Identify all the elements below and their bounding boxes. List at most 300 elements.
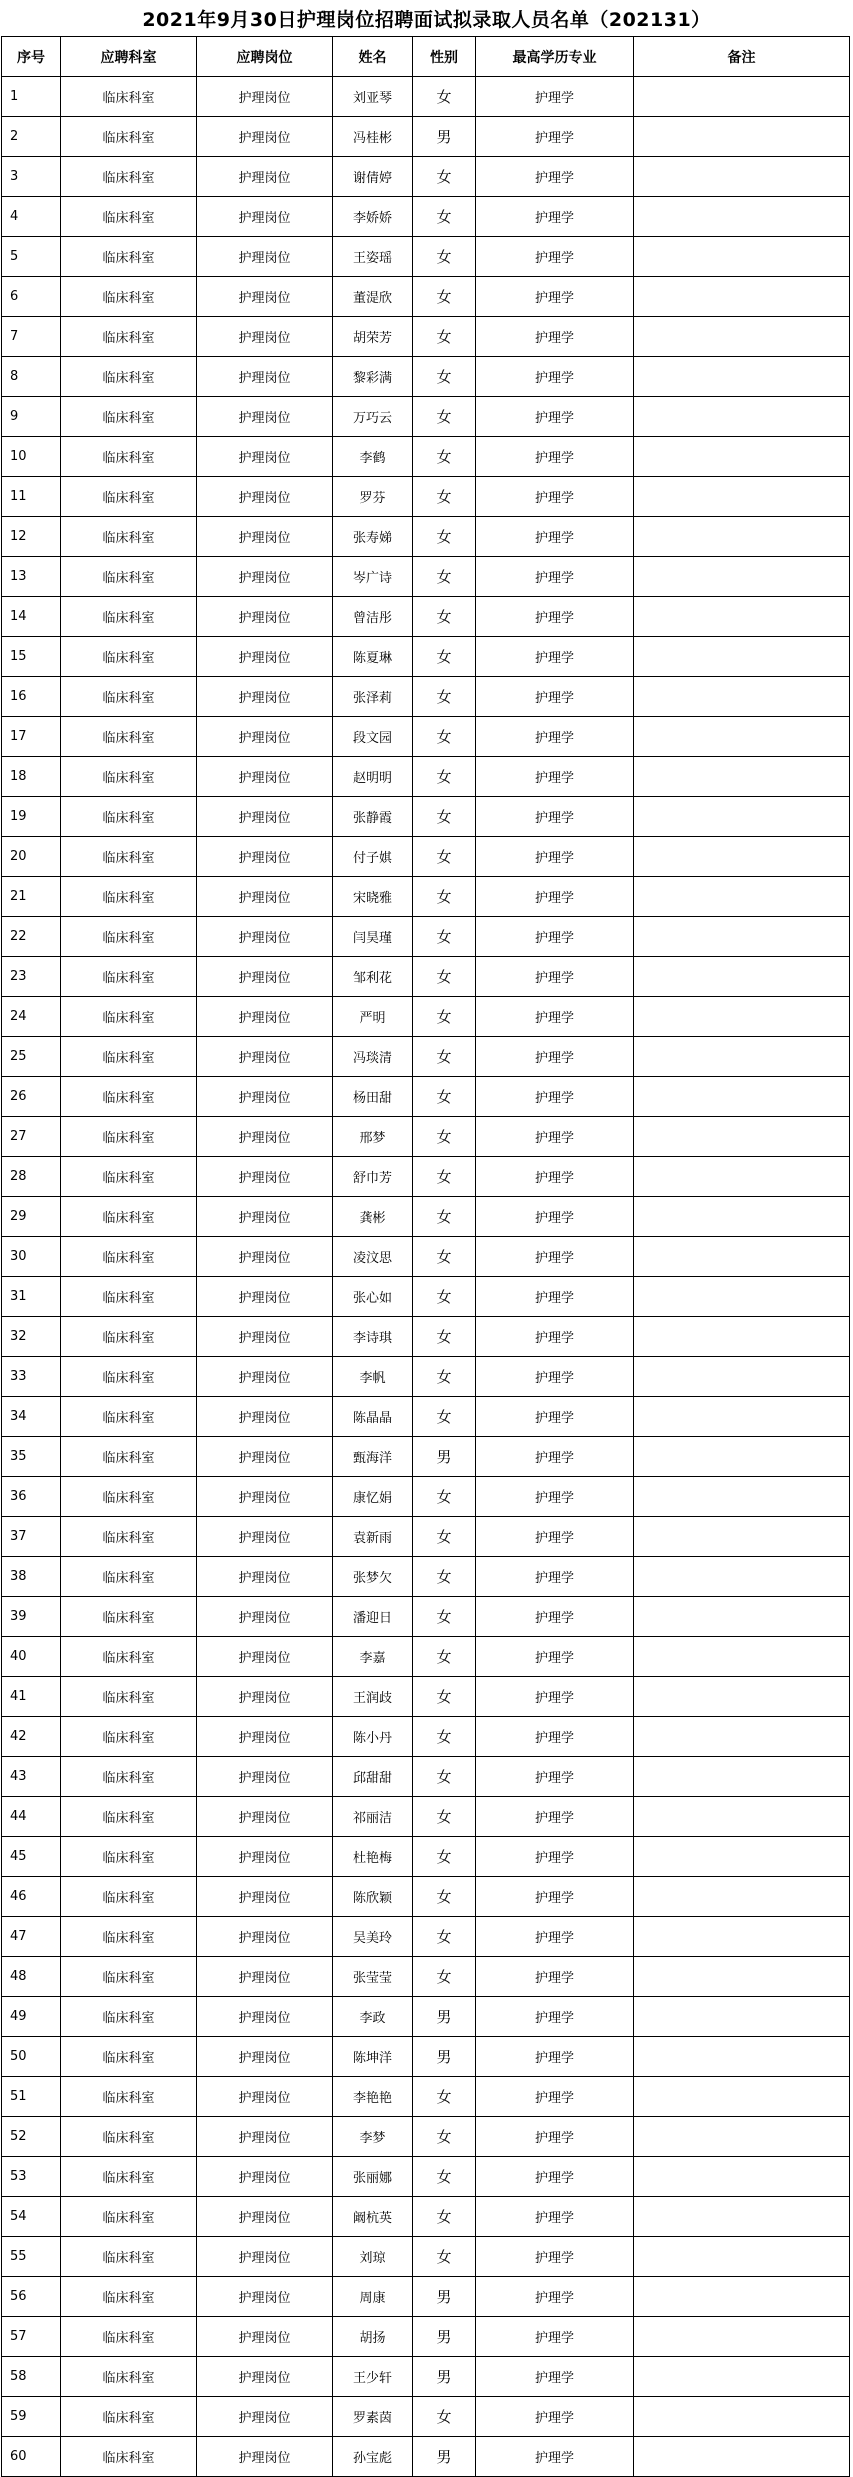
cell-name: 祁丽洁 (333, 1797, 413, 1837)
cell-dept: 临床科室 (61, 797, 197, 837)
table-row (2, 197, 850, 237)
cell-post: 护理岗位 (197, 2157, 333, 2197)
cell-dept: 临床科室 (61, 1517, 197, 1557)
table-row (2, 2237, 850, 2277)
cell-name: 陈欣颖 (333, 1877, 413, 1917)
cell-post: 护理岗位 (197, 1237, 333, 1277)
cell-major: 护理学 (476, 1997, 634, 2037)
table-row (2, 1877, 850, 1917)
cell-note (634, 1597, 850, 1637)
cell-dept: 临床科室 (61, 1437, 197, 1477)
cell-name: 凌汶思 (333, 1237, 413, 1277)
cell-major: 护理学 (476, 2117, 634, 2157)
cell-name: 张丽娜 (333, 2157, 413, 2197)
cell-note (634, 1637, 850, 1677)
cell-post: 护理岗位 (197, 1797, 333, 1837)
cell-no: 51 (2, 2077, 61, 2117)
cell-sex: 女 (413, 157, 476, 197)
cell-dept: 临床科室 (61, 2397, 197, 2437)
header-row (2, 37, 850, 77)
table-row (2, 157, 850, 197)
table-row (2, 837, 850, 877)
cell-dept: 临床科室 (61, 2437, 197, 2477)
cell-dept: 临床科室 (61, 917, 197, 957)
cell-sex: 女 (413, 917, 476, 957)
cell-dept: 临床科室 (61, 877, 197, 917)
cell-post: 护理岗位 (197, 1477, 333, 1517)
cell-dept: 临床科室 (61, 1277, 197, 1317)
cell-post: 护理岗位 (197, 1957, 333, 1997)
cell-post: 护理岗位 (197, 1157, 333, 1197)
cell-note (634, 2037, 850, 2077)
cell-major: 护理学 (476, 637, 634, 677)
cell-name: 王少轩 (333, 2357, 413, 2397)
cell-post: 护理岗位 (197, 1997, 333, 2037)
cell-no: 44 (2, 1797, 61, 1837)
table-row (2, 1797, 850, 1837)
cell-sex: 男 (413, 2357, 476, 2397)
cell-no: 22 (2, 917, 61, 957)
cell-name: 黎彩满 (333, 357, 413, 397)
table-row (2, 917, 850, 957)
cell-post: 护理岗位 (197, 1717, 333, 1757)
cell-major: 护理学 (476, 1477, 634, 1517)
table-row (2, 1197, 850, 1237)
cell-sex: 男 (413, 1437, 476, 1477)
cell-dept: 临床科室 (61, 1837, 197, 1877)
cell-major: 护理学 (476, 277, 634, 317)
cell-dept: 临床科室 (61, 357, 197, 397)
cell-note (634, 277, 850, 317)
table-row (2, 1517, 850, 1557)
cell-dept: 临床科室 (61, 1637, 197, 1677)
cell-dept: 临床科室 (61, 837, 197, 877)
cell-sex: 女 (413, 717, 476, 757)
cell-note (634, 957, 850, 997)
cell-sex: 女 (413, 277, 476, 317)
cell-post: 护理岗位 (197, 1557, 333, 1597)
cell-major: 护理学 (476, 2437, 634, 2477)
cell-post: 护理岗位 (197, 1517, 333, 1557)
cell-sex: 女 (413, 1877, 476, 1917)
cell-sex: 女 (413, 397, 476, 437)
cell-post: 护理岗位 (197, 877, 333, 917)
table-row (2, 517, 850, 557)
cell-name: 邱甜甜 (333, 1757, 413, 1797)
cell-note (634, 877, 850, 917)
cell-note (634, 2317, 850, 2357)
cell-note (634, 157, 850, 197)
cell-no: 1 (2, 77, 61, 117)
cell-name: 陈晶晶 (333, 1397, 413, 1437)
cell-note (634, 2357, 850, 2397)
cell-major: 护理学 (476, 1317, 634, 1357)
cell-note (634, 397, 850, 437)
cell-name: 付子娸 (333, 837, 413, 877)
cell-major: 护理学 (476, 1157, 634, 1197)
cell-post: 护理岗位 (197, 757, 333, 797)
cell-name: 张心如 (333, 1277, 413, 1317)
cell-no: 13 (2, 557, 61, 597)
cell-sex: 女 (413, 1237, 476, 1277)
cell-note (634, 1477, 850, 1517)
cell-dept: 临床科室 (61, 2237, 197, 2277)
cell-name: 严明 (333, 997, 413, 1037)
cell-no: 49 (2, 1997, 61, 2037)
cell-dept: 临床科室 (61, 2037, 197, 2077)
cell-name: 张静霞 (333, 797, 413, 837)
cell-major: 护理学 (476, 157, 634, 197)
cell-note (634, 1517, 850, 1557)
table-row (2, 637, 850, 677)
table-row (2, 677, 850, 717)
cell-name: 甄海洋 (333, 1437, 413, 1477)
cell-no: 15 (2, 637, 61, 677)
cell-note (634, 1757, 850, 1797)
cell-no: 32 (2, 1317, 61, 1357)
cell-sex: 女 (413, 997, 476, 1037)
table-row (2, 2397, 850, 2437)
table-row (2, 117, 850, 157)
cell-note (634, 1157, 850, 1197)
cell-no: 2 (2, 117, 61, 157)
cell-note (634, 1237, 850, 1277)
cell-dept: 临床科室 (61, 477, 197, 517)
cell-post: 护理岗位 (197, 1197, 333, 1237)
cell-name: 阚杭英 (333, 2197, 413, 2237)
cell-note (634, 1997, 850, 2037)
cell-sex: 女 (413, 1757, 476, 1797)
cell-dept: 临床科室 (61, 2197, 197, 2237)
cell-note (634, 2117, 850, 2157)
cell-major: 护理学 (476, 437, 634, 477)
cell-sex: 男 (413, 2277, 476, 2317)
cell-sex: 女 (413, 237, 476, 277)
cell-name: 邹利花 (333, 957, 413, 997)
cell-no: 56 (2, 2277, 61, 2317)
table-row (2, 1277, 850, 1317)
cell-no: 50 (2, 2037, 61, 2077)
cell-no: 54 (2, 2197, 61, 2237)
table-row (2, 1117, 850, 1157)
cell-post: 护理岗位 (197, 797, 333, 837)
cell-major: 护理学 (476, 1437, 634, 1477)
cell-post: 护理岗位 (197, 557, 333, 597)
cell-post: 护理岗位 (197, 2077, 333, 2117)
cell-sex: 女 (413, 1477, 476, 1517)
cell-name: 邢梦 (333, 1117, 413, 1157)
cell-major: 护理学 (476, 1797, 634, 1837)
cell-sex: 女 (413, 1677, 476, 1717)
cell-dept: 临床科室 (61, 677, 197, 717)
cell-note (634, 997, 850, 1037)
cell-sex: 女 (413, 677, 476, 717)
cell-no: 48 (2, 1957, 61, 1997)
cell-sex: 女 (413, 1317, 476, 1357)
cell-major: 护理学 (476, 757, 634, 797)
cell-post: 护理岗位 (197, 837, 333, 877)
cell-no: 38 (2, 1557, 61, 1597)
table-row (2, 1557, 850, 1597)
cell-note (634, 2077, 850, 2117)
cell-major: 护理学 (476, 1957, 634, 1997)
cell-name: 陈小丹 (333, 1717, 413, 1757)
cell-post: 护理岗位 (197, 117, 333, 157)
cell-dept: 临床科室 (61, 517, 197, 557)
cell-note (634, 637, 850, 677)
cell-post: 护理岗位 (197, 1877, 333, 1917)
cell-no: 23 (2, 957, 61, 997)
header-no: 序号 (2, 37, 61, 77)
cell-no: 11 (2, 477, 61, 517)
header-name: 姓名 (333, 37, 413, 77)
header-major: 最高学历专业 (476, 37, 634, 77)
cell-dept: 临床科室 (61, 77, 197, 117)
table-row (2, 1077, 850, 1117)
cell-note (634, 1117, 850, 1157)
cell-name: 陈夏琳 (333, 637, 413, 677)
cell-major: 护理学 (476, 1757, 634, 1797)
cell-sex: 女 (413, 2237, 476, 2277)
cell-no: 26 (2, 1077, 61, 1117)
cell-no: 30 (2, 1237, 61, 1277)
cell-major: 护理学 (476, 1277, 634, 1317)
cell-no: 57 (2, 2317, 61, 2357)
cell-dept: 临床科室 (61, 2077, 197, 2117)
cell-post: 护理岗位 (197, 317, 333, 357)
cell-note (634, 1557, 850, 1597)
cell-note (634, 1317, 850, 1357)
header-dept: 应聘科室 (61, 37, 197, 77)
header-sex: 性别 (413, 37, 476, 77)
cell-major: 护理学 (476, 2277, 634, 2317)
table-row (2, 877, 850, 917)
cell-no: 34 (2, 1397, 61, 1437)
cell-note (634, 77, 850, 117)
cell-note (634, 2437, 850, 2477)
cell-no: 28 (2, 1157, 61, 1197)
table-row (2, 1477, 850, 1517)
cell-no: 24 (2, 997, 61, 1037)
cell-major: 护理学 (476, 2157, 634, 2197)
table-row (2, 1397, 850, 1437)
candidate-table (1, 36, 850, 2477)
table-row (2, 397, 850, 437)
cell-dept: 临床科室 (61, 157, 197, 197)
table-row (2, 437, 850, 477)
cell-major: 护理学 (476, 997, 634, 1037)
cell-sex: 女 (413, 757, 476, 797)
cell-sex: 女 (413, 2397, 476, 2437)
cell-sex: 女 (413, 637, 476, 677)
cell-major: 护理学 (476, 397, 634, 437)
cell-major: 护理学 (476, 2397, 634, 2437)
cell-post: 护理岗位 (197, 957, 333, 997)
cell-sex: 女 (413, 797, 476, 837)
cell-post: 护理岗位 (197, 677, 333, 717)
cell-major: 护理学 (476, 2237, 634, 2277)
table-row (2, 2157, 850, 2197)
cell-dept: 临床科室 (61, 2357, 197, 2397)
table-row (2, 317, 850, 357)
cell-name: 周康 (333, 2277, 413, 2317)
cell-sex: 女 (413, 2157, 476, 2197)
cell-major: 护理学 (476, 477, 634, 517)
cell-dept: 临床科室 (61, 1357, 197, 1397)
cell-dept: 临床科室 (61, 1037, 197, 1077)
cell-no: 46 (2, 1877, 61, 1917)
cell-note (634, 517, 850, 557)
table-row (2, 957, 850, 997)
cell-name: 刘琼 (333, 2237, 413, 2277)
cell-sex: 女 (413, 1157, 476, 1197)
cell-name: 张寿娣 (333, 517, 413, 557)
cell-sex: 男 (413, 117, 476, 157)
cell-no: 10 (2, 437, 61, 477)
cell-major: 护理学 (476, 1077, 634, 1117)
cell-note (634, 1957, 850, 1997)
table-row (2, 1637, 850, 1677)
cell-post: 护理岗位 (197, 2117, 333, 2157)
cell-sex: 女 (413, 77, 476, 117)
cell-name: 董湜欣 (333, 277, 413, 317)
cell-note (634, 237, 850, 277)
cell-note (634, 717, 850, 757)
cell-sex: 女 (413, 1717, 476, 1757)
cell-post: 护理岗位 (197, 357, 333, 397)
cell-sex: 女 (413, 1517, 476, 1557)
table-row (2, 1717, 850, 1757)
cell-major: 护理学 (476, 1597, 634, 1637)
cell-dept: 临床科室 (61, 2117, 197, 2157)
cell-post: 护理岗位 (197, 597, 333, 637)
cell-sex: 女 (413, 557, 476, 597)
cell-major: 护理学 (476, 2037, 634, 2077)
cell-name: 李梦 (333, 2117, 413, 2157)
table-row (2, 597, 850, 637)
table-row (2, 77, 850, 117)
cell-dept: 临床科室 (61, 1077, 197, 1117)
cell-post: 护理岗位 (197, 517, 333, 557)
cell-note (634, 797, 850, 837)
cell-no: 59 (2, 2397, 61, 2437)
cell-note (634, 1197, 850, 1237)
cell-name: 王姿瑶 (333, 237, 413, 277)
cell-major: 护理学 (476, 2077, 634, 2117)
cell-dept: 临床科室 (61, 437, 197, 477)
cell-name: 王润歧 (333, 1677, 413, 1717)
cell-sex: 女 (413, 1637, 476, 1677)
table-row (2, 557, 850, 597)
cell-dept: 临床科室 (61, 277, 197, 317)
cell-major: 护理学 (476, 197, 634, 237)
cell-name: 罗素茵 (333, 2397, 413, 2437)
cell-name: 张泽莉 (333, 677, 413, 717)
cell-post: 护理岗位 (197, 237, 333, 277)
cell-sex: 女 (413, 357, 476, 397)
cell-note (634, 357, 850, 397)
cell-post: 护理岗位 (197, 1757, 333, 1797)
cell-sex: 女 (413, 837, 476, 877)
cell-no: 58 (2, 2357, 61, 2397)
cell-name: 吴美玲 (333, 1917, 413, 1957)
table-row (2, 1357, 850, 1397)
cell-dept: 临床科室 (61, 2157, 197, 2197)
cell-post: 护理岗位 (197, 2237, 333, 2277)
cell-post: 护理岗位 (197, 2277, 333, 2317)
cell-sex: 男 (413, 2317, 476, 2357)
cell-post: 护理岗位 (197, 277, 333, 317)
cell-name: 李艳艳 (333, 2077, 413, 2117)
cell-post: 护理岗位 (197, 397, 333, 437)
cell-no: 27 (2, 1117, 61, 1157)
cell-major: 护理学 (476, 1397, 634, 1437)
cell-name: 陈坤洋 (333, 2037, 413, 2077)
cell-no: 35 (2, 1437, 61, 1477)
cell-sex: 女 (413, 2077, 476, 2117)
cell-post: 护理岗位 (197, 157, 333, 197)
cell-name: 胡荣芳 (333, 317, 413, 357)
cell-no: 43 (2, 1757, 61, 1797)
cell-major: 护理学 (476, 917, 634, 957)
cell-no: 5 (2, 237, 61, 277)
cell-post: 护理岗位 (197, 2317, 333, 2357)
cell-sex: 女 (413, 1797, 476, 1837)
cell-major: 护理学 (476, 1557, 634, 1597)
cell-no: 18 (2, 757, 61, 797)
cell-no: 14 (2, 597, 61, 637)
cell-dept: 临床科室 (61, 197, 197, 237)
cell-major: 护理学 (476, 677, 634, 717)
cell-dept: 临床科室 (61, 1677, 197, 1717)
table-row (2, 1677, 850, 1717)
cell-no: 33 (2, 1357, 61, 1397)
table-row (2, 357, 850, 397)
table-row (2, 1997, 850, 2037)
cell-major: 护理学 (476, 1717, 634, 1757)
cell-major: 护理学 (476, 237, 634, 277)
cell-sex: 女 (413, 517, 476, 557)
cell-name: 曾洁彤 (333, 597, 413, 637)
cell-name: 张梦欠 (333, 1557, 413, 1597)
cell-post: 护理岗位 (197, 1037, 333, 1077)
cell-major: 护理学 (476, 1917, 634, 1957)
cell-name: 刘亚琴 (333, 77, 413, 117)
cell-dept: 临床科室 (61, 2277, 197, 2317)
cell-no: 60 (2, 2437, 61, 2477)
cell-major: 护理学 (476, 117, 634, 157)
cell-major: 护理学 (476, 797, 634, 837)
cell-sex: 男 (413, 1997, 476, 2037)
cell-post: 护理岗位 (197, 1117, 333, 1157)
cell-name: 赵明明 (333, 757, 413, 797)
cell-name: 谢倩婷 (333, 157, 413, 197)
cell-post: 护理岗位 (197, 1637, 333, 1677)
cell-sex: 女 (413, 2117, 476, 2157)
cell-major: 护理学 (476, 2357, 634, 2397)
cell-major: 护理学 (476, 1677, 634, 1717)
cell-note (634, 2397, 850, 2437)
cell-dept: 临床科室 (61, 1997, 197, 2037)
table-row (2, 757, 850, 797)
cell-no: 21 (2, 877, 61, 917)
cell-name: 张莹莹 (333, 1957, 413, 1997)
cell-major: 护理学 (476, 1117, 634, 1157)
cell-name: 李嘉 (333, 1637, 413, 1677)
cell-post: 护理岗位 (197, 1837, 333, 1877)
table-row (2, 2437, 850, 2477)
cell-dept: 临床科室 (61, 397, 197, 437)
